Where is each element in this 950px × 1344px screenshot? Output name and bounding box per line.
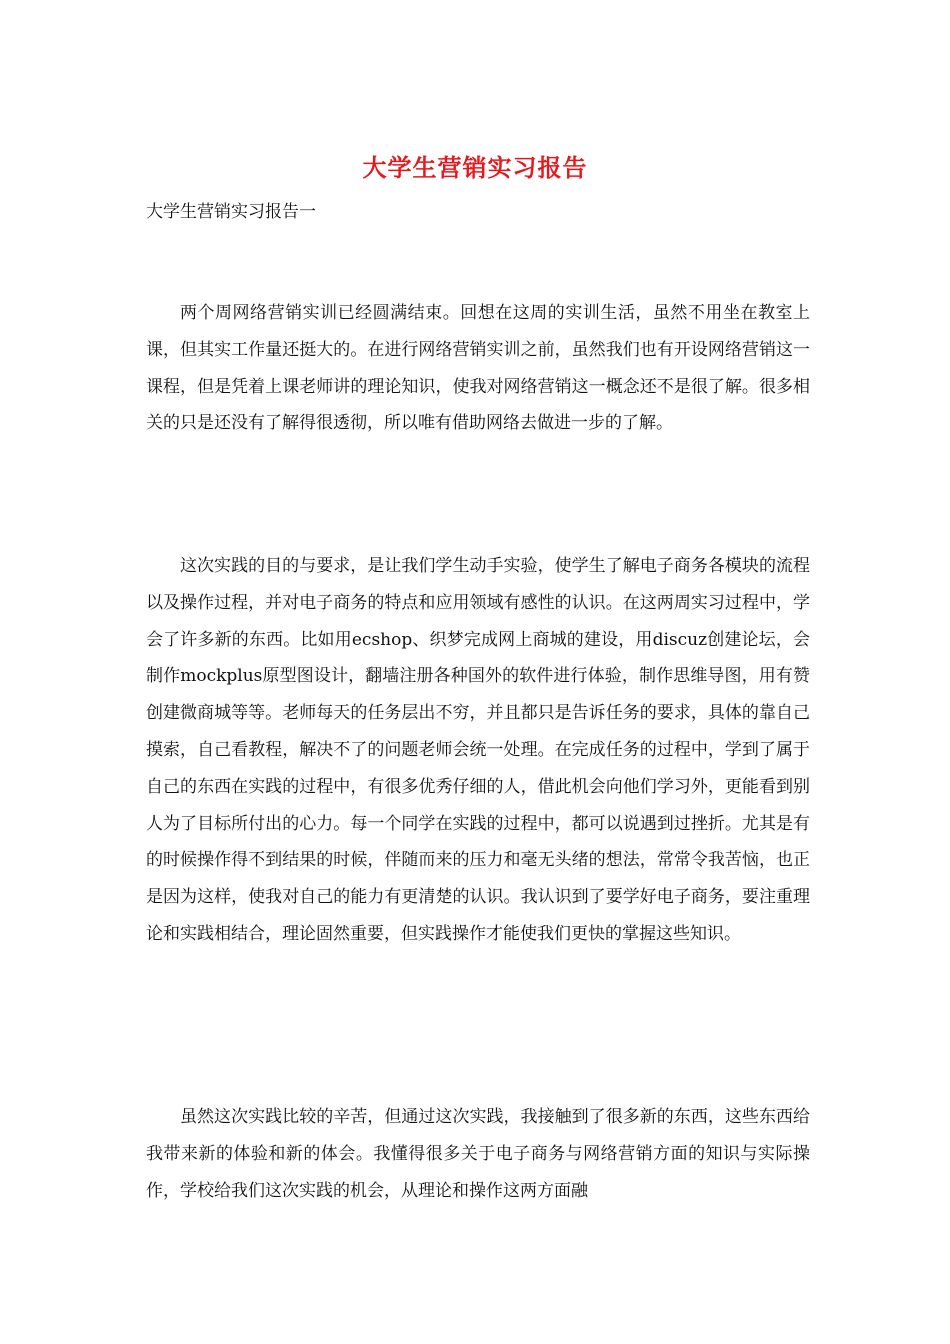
document-title: 大学生营销实习报告	[362, 153, 588, 182]
paragraph-1: 两个周网络营销实训已经圆满结束。回想在这周的实训生活，虽然不用坐在教室上课，但其实工作量还挺大的。在进行网络营销实训之前，虽然我们也有开设网络营销这一课程，但是凭着上课老师讲的理论知识，使我对网络营销这一概念还不是很了解。很多相关的只是还没有了解得很透彻，所以唯有借助网络去做进一步的了解。	[146, 303, 810, 434]
paragraph-2: 这次实践的目的与要求，是让我们学生动手实验，使学生了解电子商务各模块的流程以及操作过程，并对电子商务的特点和应用领域有感性的认识。在这两周实习过程中，学会了许多新的东西。比如用ecshop、织梦完成网上商城的建设，用discuz创建论坛，会制作mockplus原型图设计，翻墙注册各种国外的软件进行体验，制作思维导图，用有赞创建微商城等等。老师每天的任务层出不穷，并且都只是告诉任务的要求，具体的靠自己摸索，自己看教程，解决不了的问题老师会统一处理。在完成任务的过程中，学到了属于自己的东西在实践的过程中，有很多优秀仔细的人，借此机会向他们学习外，更能看到别人为了目标所付出的心力。每一个同学在实践的过程中，都可以说遇到过挫折。尤其是有的时候操作得不到结果的时候，伴随而来的压力和毫无头绪的想法，常常令我苦恼，也正是因为这样，使我对自己的能力有更清楚的认识。我认识到了要学好电子商务，要注重理论和实践相结合，理论固然重要，但实践操作才能使我们更快的掌握这些知识。	[146, 556, 810, 944]
document-subtitle: 大学生营销实习报告一	[146, 202, 316, 222]
paragraph-3: 虽然这次实践比较的辛苦，但通过这次实践，我接触到了很多新的东西，这些东西给我带来新的体验和新的体会。我懂得很多关于电子商务与网络营销方面的知识与实际操作，学校给我们这次实践的机会，从理论和操作这两方面融	[146, 1107, 810, 1201]
